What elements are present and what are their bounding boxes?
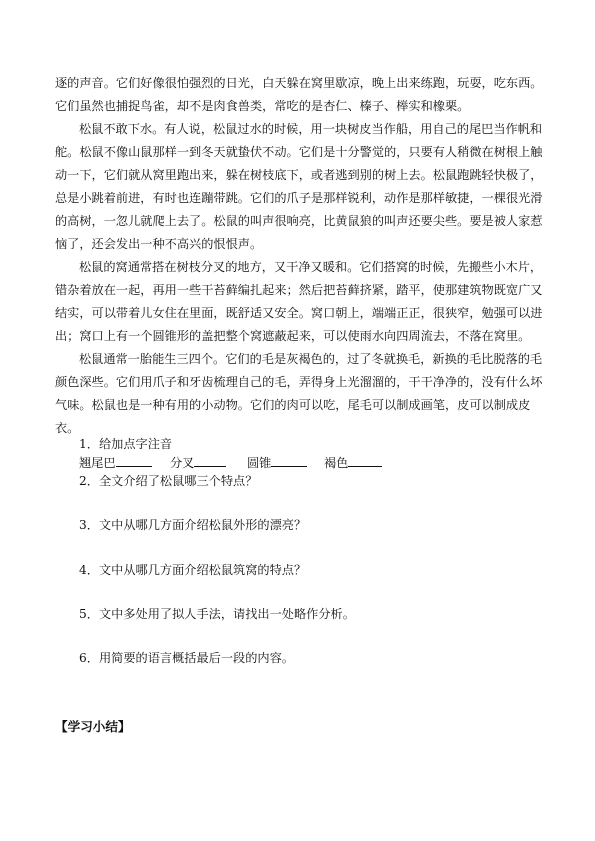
pinyin-blank[interactable]	[271, 455, 307, 467]
pinyin-item	[79, 455, 152, 471]
pinyin-blank[interactable]	[116, 455, 152, 467]
question-6: 6．用简要的语言概括最后一段的内容。	[79, 651, 294, 665]
question-5: 5．文中多处用了拟人手法，请找出一处略作分析。	[79, 607, 355, 621]
passage-line: 恼了，还会发出一种不高兴的恨恨声。	[55, 237, 263, 251]
passage-line: 舵。松鼠不像山鼠那样一到冬天就蛰伏不动。它们是十分警觉的，只要有人稍微在树根上触	[55, 145, 543, 159]
pinyin-blank[interactable]	[348, 455, 382, 467]
passage-line: 衣。	[55, 421, 80, 435]
pinyin-word: 分叉	[170, 456, 195, 470]
question-3: 3．文中从哪几方面介绍松鼠外形的漂亮？	[79, 518, 307, 532]
passage-line: 出；窝口上有一个圆锥形的盖把整个窝遮蔽起来，可以使雨水向四周流去，不落在窝里。	[55, 329, 531, 343]
passage-line: 总是小跳着前进，有时也连蹦带跳。它们的爪子是那样锐利，动作是那样敏捷，一棵很光滑	[55, 191, 543, 205]
question-1: 1．给加点字注音	[79, 437, 173, 451]
pinyin-word: 翘尾巴	[79, 456, 116, 470]
passage-line: 它们虽然也捕捉鸟雀，却不是肉食兽类，常吃的是杏仁、榛子、榉实和橡栗。	[55, 99, 470, 113]
question-2: 2．全文介绍了松鼠哪三个特点？	[79, 474, 258, 488]
summary-heading: 【学习小结】	[55, 719, 131, 734]
pinyin-item	[170, 455, 226, 471]
question-4: 4．文中从哪几方面介绍松鼠筑窝的特点？	[79, 563, 307, 577]
pinyin-item	[247, 455, 307, 471]
passage-line: 松鼠通常一胎能生三四个。它们的毛是灰褐色的，过了冬就换毛，新换的毛比脱落的毛	[79, 352, 543, 366]
passage-line: 错杂着放在一起，再用一些干苔藓编扎起来；然后把苔藓挤紧，踏平，使那建筑物既宽广又	[55, 283, 543, 297]
passage-line: 松鼠的窝通常搭在树枝分叉的地方，又干净又暖和。它们搭窝的时候，先搬些小木片，	[79, 260, 543, 274]
passage-line: 逐的声音。它们好像很怕强烈的日光，白天躲在窝里歇凉，晚上出来练跑，玩耍，吃东西。	[55, 76, 543, 90]
pinyin-word: 褐色	[324, 456, 349, 470]
passage-line: 气味。松鼠也是一种有用的小动物。它们的肉可以吃，尾毛可以制成画笔，皮可以制成皮	[55, 398, 531, 412]
passage-line: 颜色深些。它们用爪子和牙齿梳理自己的毛，弄得身上光溜溜的，干干净净的，没有什么坏	[55, 375, 543, 389]
passage-line: 结实，可以带着儿女住在里面，既舒适又安全。窝口朝上，端端正正，很狭窄，勉强可以进	[55, 306, 543, 320]
pinyin-word: 圆锥	[247, 456, 272, 470]
passage-line: 松鼠不敢下水。有人说，松鼠过水的时候，用一块树皮当作船，用自己的尾巴当作帆和	[79, 122, 543, 136]
passage-line: 动一下，它们就从窝里跑出来，躲在树枝底下，或者逃到别的树上去。松鼠跑跳轻快极了，	[55, 168, 543, 182]
pinyin-blank[interactable]	[194, 455, 226, 467]
passage-line: 的高树，一忽儿就爬上去了。松鼠的叫声很响亮，比黄鼠狼的叫声还要尖些。要是被人家惹	[55, 214, 543, 228]
pinyin-item	[324, 455, 382, 471]
